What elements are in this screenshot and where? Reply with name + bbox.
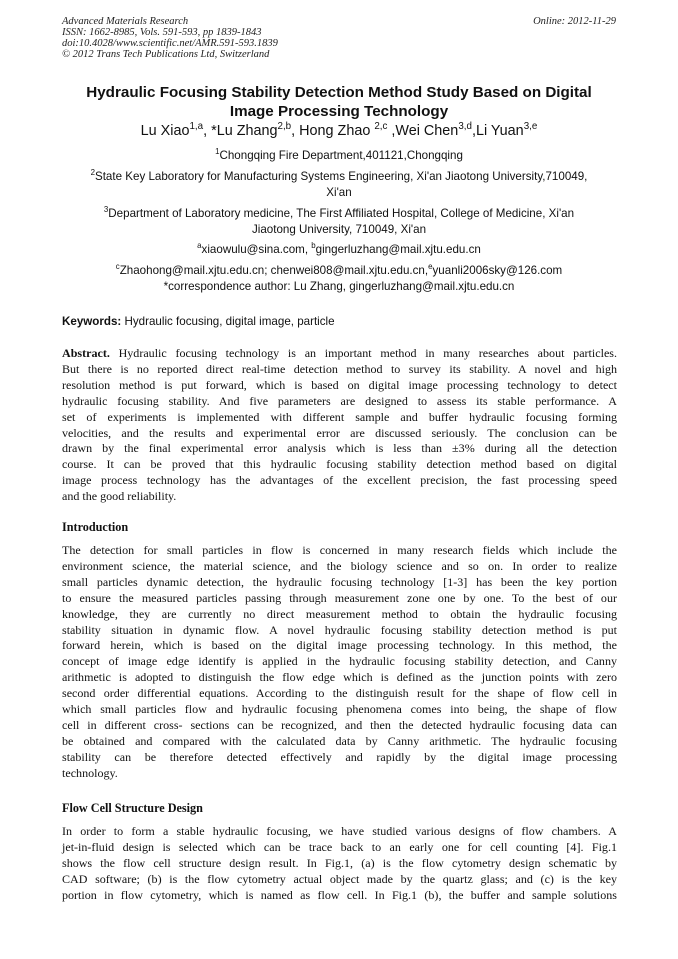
author-affiliation-marker: 3,d [458,121,472,133]
section-heading-flow-cell: Flow Cell Structure Design [62,801,203,815]
author-name: Hong Zhao [299,123,375,139]
keywords-label: Keywords: [62,315,122,328]
introduction-line: to ensure the measured particles passing through measurement zone one by one. To the best of our [62,590,617,605]
abstract-line: image process technology has the advantages of the excellent precision, the fast processing speed [62,473,617,488]
email-marker: b [311,241,316,251]
email-line-1 [40,242,638,258]
paper-title [40,83,638,121]
affiliation-1 [40,148,638,164]
abstract-line: drawn by the final experimental error analysis which is less than ±3% during all the detection [62,441,617,456]
affiliation-marker: 2 [90,168,95,178]
abstract-line: course. It can be proved that this hydraulic focusing stability detection method based on digital [62,457,617,472]
author-list [40,122,638,140]
abstract-line [62,346,617,362]
abstract [62,346,617,505]
email-address[interactable]: gingerluzhang@mail.xjtu.edu.cn [315,243,481,256]
introduction-line: stability can be therefore detected effectively and rapidly by the digital image processing [62,749,617,764]
introduction-body [62,543,617,782]
abstract-label: Abstract. [62,346,110,360]
author-separator: , [387,123,396,139]
author-affiliation-marker: 2,c [374,121,388,133]
email-line-2 [40,263,638,279]
introduction-line: forward herein, which is based on the digital image processing technology. In this method, the [62,638,617,653]
email-marker: e [428,262,433,272]
correspondence-line: *correspondence author: Lu Zhang, gingerluzhang@mail.xjtu.edu.cn [163,280,515,293]
journal-copyright: © 2012 Trans Tech Publications Ltd, Switzerland [62,49,270,60]
email-address[interactable]: xiaowulu@sina.com, [201,243,312,256]
keywords-text: Hydraulic focusing, digital image, particle [121,315,335,328]
journal-name: Advanced Materials Research [62,16,189,27]
abstract-line: and the good reliability. [62,489,177,504]
introduction-line: concept of image edge identify is applied in the hydraulic focusing stability detection, and Canny [62,654,617,669]
online-date: Online: 2012-11-29 [533,16,616,27]
introduction-line: arithmetic is adopted to distinguish the flow edge which is defined as the junction points with zero [62,670,617,685]
introduction-line: which small particles flow and hydraulic focusing phenomena comes into being, the shape of flow [62,702,617,717]
author-affiliation-marker: 1,a [189,121,204,133]
keywords [62,315,622,328]
affiliation-text: State Key Laboratory for Manufacturing Systems Engineering, Xi'an Jiaotong University,710049, [94,170,588,183]
abstract-line: But there is no reported direct real-time detection method to survey its stability. A novel and high [62,361,617,376]
abstract-line: velocities, and the results and experimental error are discussed seriously. The conclusion can be [62,425,617,440]
flow-cell-line: portion in flow cytometry, which is named as flow cell. In Fig.1 (b), the buffer and sample solutions [62,887,617,902]
introduction-line: stability situation in dynamic flow. A novel hydraulic focusing stability detection method is put [62,622,617,637]
email-address[interactable]: yuanli2006sky@126.com [432,264,563,277]
journal-issn: ISSN: 1662-8985, Vols. 591-593, pp 1839-1843 [62,27,262,38]
introduction-line: technology. [62,765,118,780]
flow-cell-body [62,824,617,904]
author-name: Wei Chen [395,123,459,139]
introduction-line: be obtained and compared with the calculated data by Canny arithmetic. The hydraulic focusing [62,733,617,748]
introduction-line: second order differential equations. According to the distinguish result for the shape of flow cell in [62,686,617,701]
abstract-line: resolution method is put forward, which is based on digital image processing technology to detect [62,377,617,392]
journal-doi[interactable]: doi:10.4028/www.scientific.net/AMR.591-593.1839 [62,38,278,49]
author-name: *Lu Zhang [211,123,278,139]
flow-cell-line: In order to form a stable hydraulic focusing, we have studied various designs of flow chambers. A [62,824,617,838]
author-separator: , [203,123,212,139]
introduction-line: cell in different cross- sections can be recognized, and then the detected hydraulic focusing data can [62,717,617,732]
introduction-line: knowledge, they are currently no direct measurement method to obtain the hydraulic focusing [62,606,617,621]
abstract-line-text: Hydraulic focusing technology is an important method in many researches about particles. [109,346,617,360]
flow-cell-line: CAD software; (b) is the flow cytometry actual object made by the quartz glass; and (c) is the key [62,871,617,886]
abstract-line: set of experiments is implemented with different sample and buffer hydraulic focusing forming [62,409,617,424]
introduction-line: The detection for small particles in flow is concerned in many research fields which include the [62,543,617,557]
title-line: Hydraulic Focusing Stability Detection Method Study Based on Digital [86,84,592,101]
affiliation-marker: 1 [215,147,220,157]
flow-cell-line: shows the flow cell structure design result. In Fig.1, (a) is the flow cytometry design schematic by [62,855,617,870]
flow-cell-line: jet-in-fluid design is selected which can be trace back to an early one for cell counting [4]. Fig.1 [62,839,617,854]
affiliation-2 [40,169,638,201]
affiliation-text: Department of Laboratory medicine, The First Affiliated Hospital, College of Medicine, Xi'an [108,207,575,220]
author-name: Lu Xiao [140,123,190,139]
affiliation-text: Jiaotong University, 710049, Xi'an [251,223,427,236]
abstract-line: hydraulic focusing stability. And five parameters are designed to assess its stable performance. A [62,393,617,408]
title-line: Image Processing Technology [229,103,449,120]
affiliation-text: Xi'an [326,186,352,199]
introduction-line: small particles dynamic detection, the hydraulic focusing technology [1-3] has been the key portion [62,574,617,589]
email-marker: c [115,262,120,272]
affiliation-3 [40,206,638,238]
author-name: Li Yuan [475,123,524,139]
email-marker: a [197,241,202,251]
email-address[interactable]: Zhaohong@mail.xjtu.edu.cn; chenwei808@mail.xjtu.edu.cn, [119,264,429,277]
author-affiliation-marker: 3,e [523,121,538,133]
introduction-line: environment science, the material science, and the biology science and so on. In order to realize [62,558,617,573]
author-separator: , [471,123,476,139]
section-heading-introduction: Introduction [62,520,129,534]
journal-header [62,16,422,60]
author-separator: , [291,123,300,139]
affiliation-text: Chongqing Fire Department,401121,Chongqing [219,149,463,162]
author-affiliation-marker: 2,b [277,121,292,133]
affiliation-marker: 3 [103,205,109,215]
